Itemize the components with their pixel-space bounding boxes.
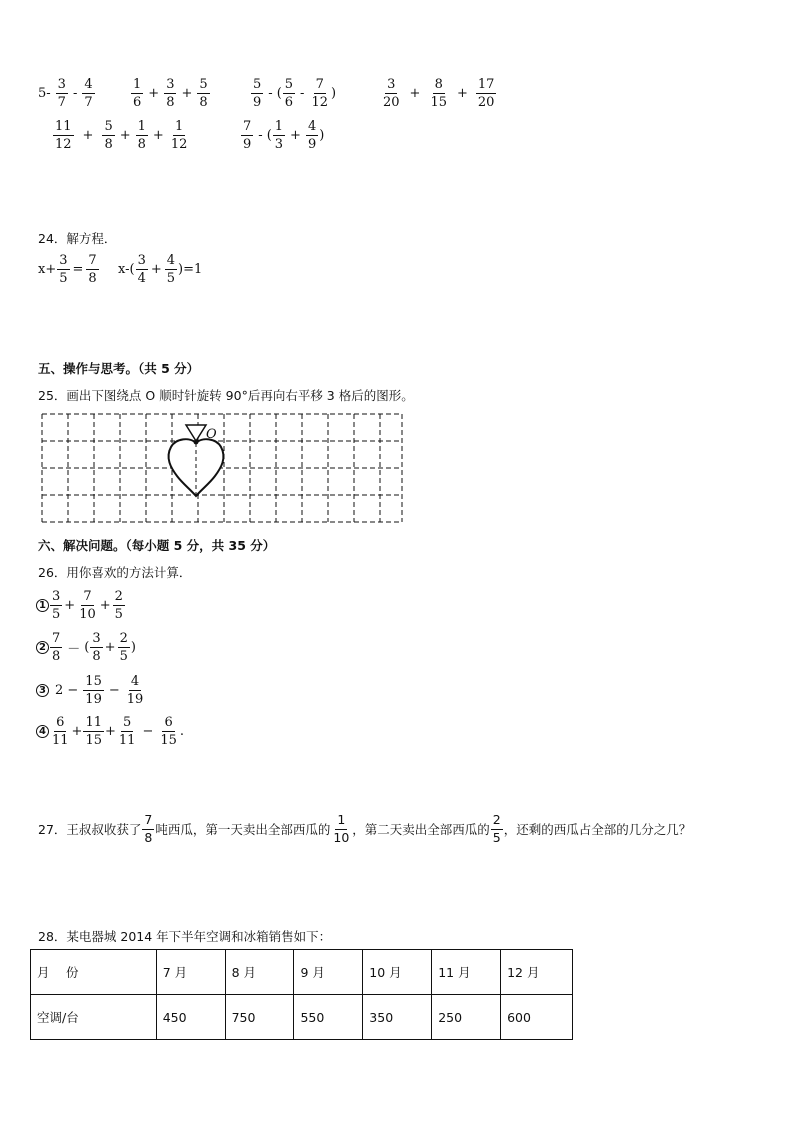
table-cell: 8 月 <box>225 950 294 995</box>
fraction: $\frac{1}{12}$ <box>170 119 188 152</box>
fraction: $\frac{5}{8}$ <box>199 77 208 110</box>
fraction: $\frac{5}{11}$ <box>118 715 136 748</box>
fraction: $\frac{1}{6}$ <box>133 77 142 110</box>
table-cell: 250 <box>432 995 501 1040</box>
fraction: $\frac{8}{15}$ <box>430 77 447 110</box>
fraction: $\frac{4}{19}$ <box>126 674 144 707</box>
equation-1: x+ $\frac{3}{5}$ = $\frac{7}{8}$ <box>38 253 97 286</box>
table-cell: 12 月 <box>501 950 573 995</box>
fraction: $\frac{3}{7}$ <box>57 77 66 110</box>
point-o-dot <box>194 440 199 445</box>
table-cell: 11 月 <box>432 950 501 995</box>
fraction: $\frac{7}{10}$ <box>79 589 96 622</box>
q26-item-2: 2 $\frac{7}{8}$ － ( $\frac{3}{8}$ + $\frac{2}{5}$ ) <box>36 632 136 663</box>
question-27: 27．王叔叔收获了 $\frac{7}{8}$ 吨西瓜，第一天卖出全部西瓜的 $\frac{1}{10}$ ，第二天卖出全部西瓜的 $\frac{2}{5}$ ，还剩的西瓜占全部的几分之几？ <box>38 812 692 845</box>
fraction: $\frac{5}{9}$ <box>253 77 262 110</box>
table-row <box>31 995 573 1040</box>
fraction: $\frac{4}{9}$ <box>307 119 317 152</box>
fraction: $\frac{7}{8}$ <box>88 253 97 286</box>
question-24-title: 24．解方程． <box>38 231 117 246</box>
table-cell: 450 <box>156 995 225 1040</box>
table-cell: 9 月 <box>294 950 363 995</box>
q26-item-3: 3 2 − $\frac{15}{19}$ − $\frac{4}{19}$ <box>36 675 146 706</box>
table-cell: 月 份 <box>31 950 157 995</box>
fraction: $\frac{4}{7}$ <box>84 77 93 110</box>
fraction: $\frac{7}{8}$ <box>52 631 61 664</box>
sales-table <box>30 949 573 1040</box>
rotation-grid-figure <box>30 408 410 530</box>
q26-item-4: 4 $\frac{6}{11}$ + $\frac{11}{15}$ + $\frac{5}{11}$ − $\frac{6}{15}$ . <box>36 716 184 747</box>
question-26-title: 26．用你喜欢的方法计算． <box>38 565 192 580</box>
fraction: $\frac{2}{5}$ <box>492 812 501 845</box>
calc-expr-1: 5- $\frac{3}{7}$ - $\frac{4}{7}$ <box>38 77 93 110</box>
section-6-heading: 六、解决问题。（每小题 5 分，共 35 分） <box>38 538 276 553</box>
fraction: $\frac{4}{5}$ <box>166 253 176 286</box>
table-cell: 600 <box>501 995 573 1040</box>
question-28-title: 28．某电器城 2014 年下半年空调和冰箱销售如下： <box>38 929 332 944</box>
section-5-heading: 五、操作与思考。（共 5 分） <box>38 361 200 376</box>
fraction: $\frac{2}{5}$ <box>119 631 128 664</box>
table-cell: 7 月 <box>156 950 225 995</box>
fraction: $\frac{15}{19}$ <box>85 674 102 707</box>
fraction: $\frac{6}{15}$ <box>160 715 177 748</box>
circled-number: 2 <box>36 641 49 654</box>
fraction: $\frac{3}{5}$ <box>52 589 61 622</box>
fraction: $\frac{3}{8}$ <box>92 631 101 664</box>
fraction: $\frac{11}{15}$ <box>85 715 102 748</box>
calc-expr-4: $\frac{3}{20}$ + $\frac{8}{15}$ + $\frac{17}{20}$ <box>383 77 495 110</box>
circled-number: 1 <box>36 599 49 612</box>
calc-expr-6: $\frac{7}{9}$ - ( $\frac{1}{3}$ + $\frac{4}{9}$ ) <box>243 119 325 152</box>
table-cell: 350 <box>363 995 432 1040</box>
circled-number: 4 <box>36 725 49 738</box>
q26-item-1: 1 $\frac{3}{5}$ + $\frac{7}{10}$ + $\frac{2}{5}$ <box>36 590 126 621</box>
table-cell: 空调/台 <box>31 995 157 1040</box>
fraction: $\frac{6}{11}$ <box>52 715 69 748</box>
table-cell: 550 <box>294 995 363 1040</box>
table-cell: 10 月 <box>363 950 432 995</box>
circled-number: 3 <box>36 684 49 697</box>
table-header-row <box>31 950 573 995</box>
calc-expr-3: $\frac{5}{9}$ - ( $\frac{5}{6}$ - $\frac{7}{12}$ ) <box>253 77 337 110</box>
fraction: $\frac{3}{20}$ <box>383 77 400 110</box>
fraction: $\frac{1}{3}$ <box>274 119 284 152</box>
fraction: $\frac{5}{8}$ <box>104 119 113 152</box>
fraction: $\frac{3}{8}$ <box>166 77 175 110</box>
fraction: $\frac{7}{8}$ <box>144 812 153 845</box>
fraction: $\frac{7}{12}$ <box>311 77 328 110</box>
fraction: $\frac{3}{5}$ <box>59 253 68 286</box>
fraction: $\frac{2}{5}$ <box>114 589 123 622</box>
fraction: $\frac{5}{6}$ <box>284 77 294 110</box>
fraction: $\frac{1}{8}$ <box>137 119 146 152</box>
fraction: $\frac{3}{4}$ <box>137 253 146 286</box>
fraction: $\frac{1}{10}$ <box>333 812 350 845</box>
equation-2: x-( $\frac{3}{4}$ + $\frac{4}{5}$ )=1 <box>118 253 203 286</box>
dashed-grid <box>42 414 402 522</box>
fraction: $\frac{11}{12}$ <box>55 119 72 152</box>
point-o-label: O <box>206 427 217 442</box>
question-25-text: 25．画出下图绕点 O 顺时针旋转 90°后再向右平移 3 格后的图形。 <box>38 388 414 403</box>
fraction: $\frac{7}{9}$ <box>243 119 252 152</box>
calc-expr-2: $\frac{1}{6}$ + $\frac{3}{8}$ + $\frac{5}{8}$ <box>133 77 208 110</box>
calc-expr-5: $\frac{11}{12}$ + $\frac{5}{8}$ + $\frac{1}{8}$ + $\frac{1}{12}$ <box>55 119 188 152</box>
fraction: $\frac{17}{20}$ <box>477 77 495 110</box>
table-cell: 750 <box>225 995 294 1040</box>
